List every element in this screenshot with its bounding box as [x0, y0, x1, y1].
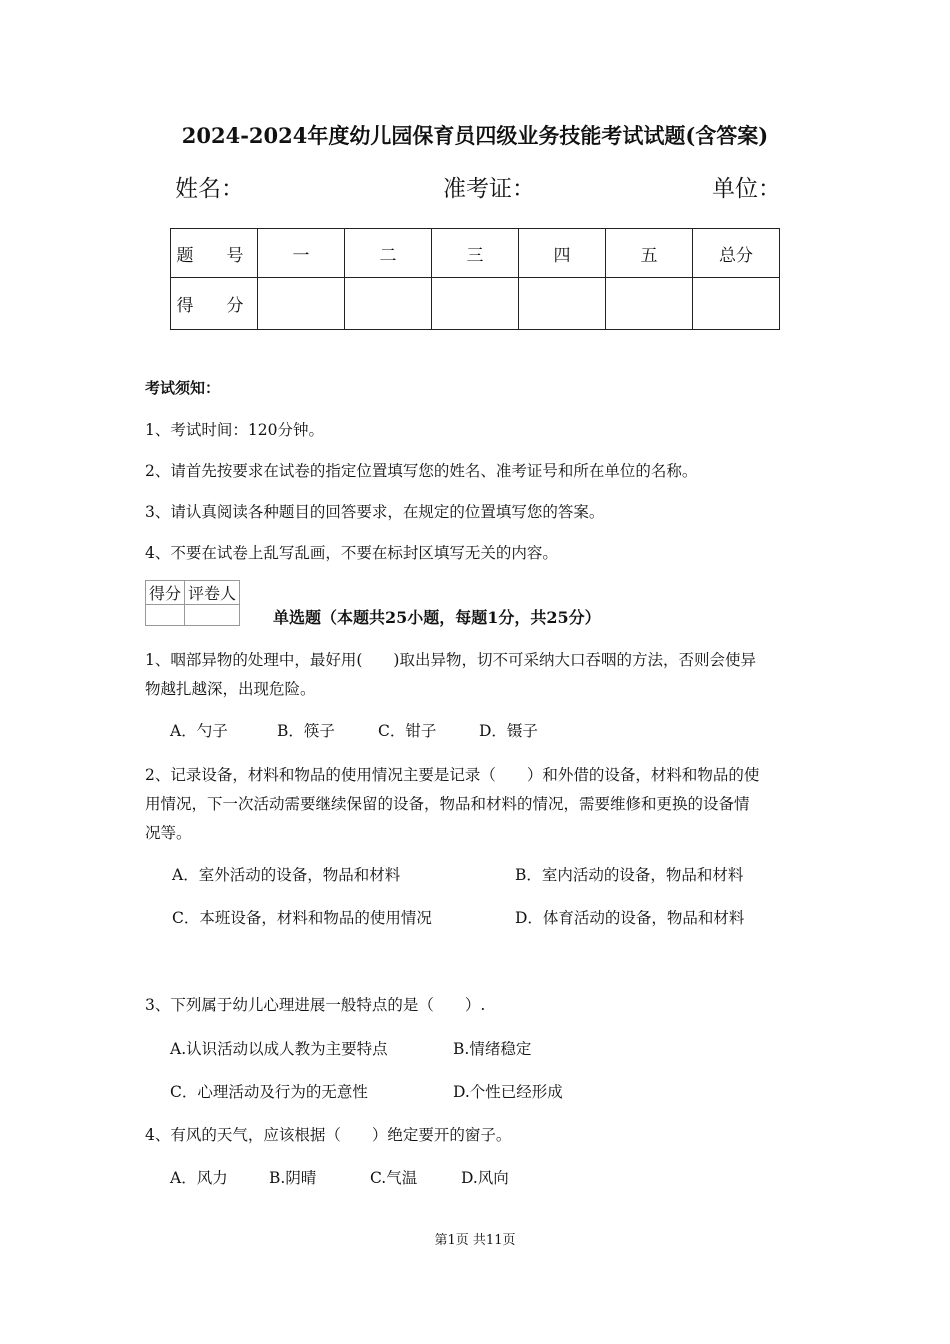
score-table-col-4: 四 [519, 229, 606, 278]
question-4-option-d[interactable]: D.风向 [461, 1169, 509, 1187]
question-1-option-a[interactable]: A．勺子 [170, 722, 228, 740]
question-4-option-c[interactable]: C.气温 [370, 1169, 418, 1187]
unit-label: 单位： [712, 176, 781, 202]
question-1-text: 1、咽部异物的处理中，最好用( )取出异物，切不可采纳大口吞咽的方法，否则会使异 [145, 651, 756, 669]
question-2-text-cont: 用情况，下一次活动需要继续保留的设备，物品和材料的情况，需要维修和更换的设备情 [145, 795, 750, 813]
question-2-option-b[interactable]: B．室内活动的设备，物品和材料 [515, 866, 744, 884]
score-cell-2[interactable] [345, 278, 432, 330]
score-table-col-total: 总分 [693, 229, 780, 278]
score-table-score-row [171, 278, 780, 330]
notice-item: 4、不要在试卷上乱写乱画，不要在标封区填写无关的内容。 [145, 544, 558, 562]
question-4-option-b[interactable]: B.阴晴 [269, 1169, 317, 1187]
question-3-option-c[interactable]: C．心理活动及行为的无意性 [170, 1083, 368, 1101]
score-table-score-label: 得 分 [171, 278, 258, 330]
notice-item: 2、请首先按要求在试卷的指定位置填写您的姓名、准考证号和所在单位的名称。 [145, 462, 698, 480]
question-3-option-b[interactable]: B.情绪稳定 [453, 1040, 532, 1058]
question-3-text: 3、下列属于幼儿心理进展一般特点的是（ ）. [145, 996, 486, 1014]
exam-id-label: 准考证： [443, 176, 535, 202]
score-table-col-5: 五 [606, 229, 693, 278]
grader-score-label: 得分 [146, 581, 185, 605]
score-table-header-label: 题 号 [171, 229, 258, 278]
question-2-option-d[interactable]: D．体育活动的设备，物品和材料 [515, 909, 745, 927]
question-2-option-c[interactable]: C．本班设备，材料和物品的使用情况 [172, 909, 432, 927]
question-1-text-cont: 物越扎越深，出现危险。 [145, 680, 316, 698]
notice-heading: 考试须知： [145, 379, 221, 397]
question-4-text: 4、有风的天气，应该根据（ ）绝定要开的窗子。 [145, 1126, 512, 1144]
question-2-text-cont: 况等。 [145, 824, 192, 842]
score-table-col-1: 一 [258, 229, 345, 278]
name-label: 姓名： [175, 176, 244, 202]
grader-reviewer-label: 评卷人 [185, 581, 240, 605]
score-table-col-2: 二 [345, 229, 432, 278]
question-2-option-a[interactable]: A．室外活动的设备，物品和材料 [172, 866, 401, 884]
question-3-option-a[interactable]: A.认识活动以成人教为主要特点 [170, 1040, 388, 1058]
grader-reviewer-cell[interactable] [185, 605, 240, 626]
notice-item: 1、考试时间：120分钟。 [145, 421, 324, 439]
page-title: 2024-2024年度幼儿园保育员四级业务技能考试试题(含答案) [181, 123, 769, 148]
score-table-header-row [171, 229, 780, 278]
question-4-option-a[interactable]: A．风力 [170, 1169, 228, 1187]
score-cell-4[interactable] [519, 278, 606, 330]
score-cell-3[interactable] [432, 278, 519, 330]
grader-score-cell[interactable] [146, 605, 185, 626]
score-table-col-3: 三 [432, 229, 519, 278]
question-3-option-d[interactable]: D.个性已经形成 [453, 1083, 563, 1101]
question-1-option-b[interactable]: B．筷子 [277, 722, 335, 740]
score-cell-1[interactable] [258, 278, 345, 330]
score-cell-5[interactable] [606, 278, 693, 330]
score-table [170, 228, 780, 330]
section-title: 单选题（本题共25小题，每题1分，共25分） [273, 608, 601, 627]
question-1-option-c[interactable]: C．钳子 [378, 722, 437, 740]
question-1-option-d[interactable]: D．镊子 [479, 722, 538, 740]
score-cell-total[interactable] [693, 278, 780, 330]
notice-item: 3、请认真阅读各种题目的回答要求，在规定的位置填写您的答案。 [145, 503, 605, 521]
page-footer: 第1页 共11页 [434, 1233, 516, 1248]
question-2-text: 2、记录设备，材料和物品的使用情况主要是记录（ ）和外借的设备，材料和物品的使 [145, 766, 760, 784]
grader-box [145, 580, 240, 626]
